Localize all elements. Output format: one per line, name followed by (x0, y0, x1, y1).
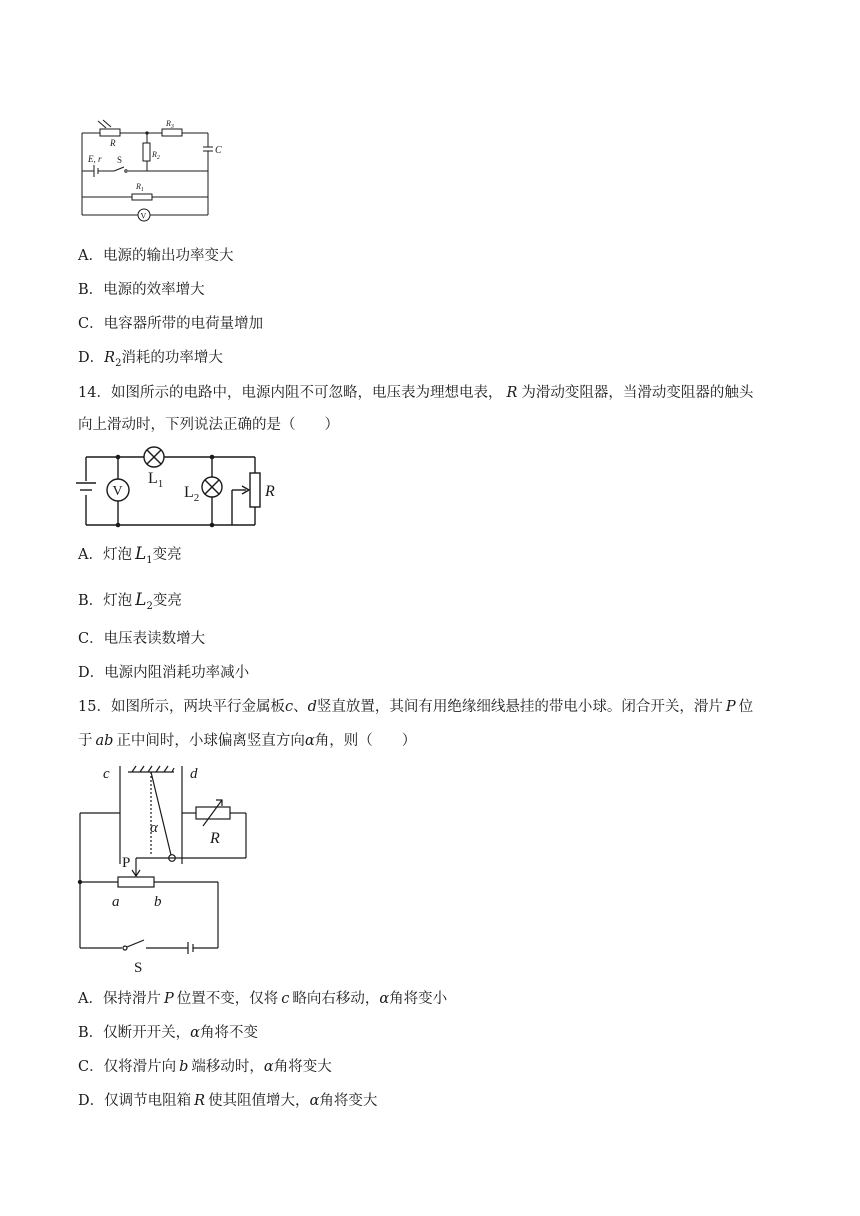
q13-label-V: V (140, 211, 147, 221)
q15-label-R: R (210, 830, 220, 847)
option-text: 电源内阻消耗功率减小 (104, 665, 250, 681)
option-text: 仅将滑片向 (103, 1059, 177, 1075)
option-var: α (309, 1093, 320, 1109)
option-text: 仅调节电阻箱 (104, 1093, 192, 1109)
option-sub: 2 (115, 357, 122, 369)
option-text: 消耗的功率增大 (121, 350, 223, 366)
svg-text:R1 (135, 182, 144, 193)
option-text: 变亮 (152, 547, 182, 563)
stem-text: 14．如图所示的电路中，电源内阻不可忽略，电压表为理想电表， (78, 385, 503, 401)
option-var: L (135, 590, 147, 610)
q13-label-C: C (215, 145, 222, 156)
option-text: 保持滑片 (102, 991, 161, 1007)
q14-option-a (78, 544, 182, 571)
option-text: 灯泡 (103, 593, 133, 609)
stem-var: d (307, 699, 317, 715)
q13-label-R1: R (136, 182, 141, 191)
q15-option-a (78, 989, 447, 1009)
q13-label-R3-sub: 3 (170, 124, 174, 130)
q14-label-V: V (112, 484, 123, 499)
stem-text: 于 (78, 733, 93, 749)
q15-label-P: P (122, 855, 131, 871)
stem-text: 竖直放置，其间有用绝缘细线悬挂的带电小球。闭合开关，滑片 (316, 699, 723, 715)
stem-text: 角，则（ ） (314, 733, 417, 749)
option-letter: B． (78, 593, 104, 609)
q14-stem-line1 (78, 383, 753, 403)
option-var: c (281, 991, 290, 1007)
q13-option-c (78, 314, 263, 334)
q13-label-R2-sub: 2 (156, 155, 160, 161)
option-text: 变亮 (152, 593, 182, 609)
option-text: 位置不变，仅将 (176, 991, 279, 1007)
option-sub: 1 (146, 554, 153, 566)
option-text: 角将变大 (273, 1059, 332, 1075)
option-letter: C． (78, 316, 104, 332)
q13-label-R3: R (166, 119, 171, 128)
q15-stem-line2 (78, 731, 416, 751)
option-letter: C． (78, 631, 104, 647)
q14-option-c (78, 629, 205, 649)
q15-label-b: b (154, 894, 162, 910)
q13-label-S: S (117, 155, 123, 165)
option-text: 仅断开开关， (103, 1025, 191, 1041)
option-letter: D． (78, 665, 105, 681)
q13-circuit-diagram (70, 115, 230, 225)
option-letter: B． (78, 282, 104, 298)
q13-label-Er: E, r (88, 154, 102, 164)
option-text: 端移动时， (191, 1059, 264, 1075)
option-var: α (263, 1059, 274, 1075)
option-var: R (104, 350, 116, 366)
svg-text:L1 (148, 470, 163, 490)
option-text: 电源的输出功率变大 (102, 248, 234, 264)
q13-option-d (78, 348, 223, 374)
option-text: 略向右移动， (292, 991, 380, 1007)
q14-option-b (78, 590, 182, 617)
q15-label-d: d (190, 766, 198, 782)
option-text: 使其阻值增大， (208, 1093, 310, 1109)
option-text: 电源的效率增大 (103, 282, 205, 298)
svg-text:R3 (165, 119, 174, 130)
option-letter: B． (78, 1025, 104, 1041)
q13-label-R: R (110, 138, 116, 148)
svg-text:L2 (184, 484, 199, 504)
option-letter: D． (78, 350, 105, 366)
stem-var: α (304, 733, 315, 749)
stem-var: P (725, 699, 736, 715)
option-text: 电容器所带的电荷量增加 (103, 316, 264, 332)
q14-label-R: R (265, 483, 275, 500)
option-text: 电压表读数增大 (103, 631, 206, 647)
q15-option-c (78, 1057, 332, 1077)
q15-label-alpha: α (150, 820, 158, 836)
option-var: α (190, 1025, 200, 1041)
option-var: P (163, 991, 174, 1007)
option-letter: A． (78, 991, 103, 1007)
option-text: 角将变小 (389, 991, 448, 1007)
stem-var: ab (95, 733, 114, 749)
stem-text: 、 (293, 699, 308, 715)
q15-label-S: S (134, 960, 143, 976)
q14-label-L2-sub: 2 (193, 492, 200, 504)
q15-option-b (78, 1023, 258, 1043)
stem-var: R (506, 385, 518, 401)
q14-circuit-diagram (70, 445, 290, 535)
option-text: 角将不变 (199, 1025, 258, 1041)
option-letter: D． (78, 1093, 105, 1109)
q14-stem-line2: 向上滑动时，下列说法正确的是（ ） (78, 417, 339, 433)
stem-var: c (284, 699, 294, 715)
stem-text: 位 (738, 699, 754, 715)
option-letter: A． (78, 547, 103, 563)
q15-option-d (78, 1091, 377, 1111)
stem-text: 为滑动变阻器，当滑动变阻器的触头 (521, 385, 754, 401)
option-letter: C． (78, 1059, 104, 1075)
q14-label-L1-sub: 1 (157, 478, 164, 490)
q13-label-R1-sub: 1 (140, 187, 144, 193)
option-letter: A． (78, 248, 103, 264)
q14-label-L2: L (184, 484, 194, 501)
option-var: R (194, 1093, 206, 1109)
q14-option-d (78, 663, 249, 683)
stem-text: 正中间时，小球偏离竖直方向 (116, 733, 305, 749)
q13-option-a (78, 246, 233, 266)
stem-text: 15．如图所示，两块平行金属板 (78, 699, 285, 715)
q15-label-c: c (103, 766, 110, 782)
svg-text:R2 (151, 150, 160, 161)
q14-label-L1: L (148, 470, 158, 487)
option-text: 角将变大 (319, 1093, 378, 1109)
option-var: b (179, 1059, 189, 1075)
option-var: α (379, 991, 390, 1007)
q13-label-R2: R (152, 150, 157, 159)
q15-circuit-diagram (70, 760, 260, 980)
q15-stem-line1 (78, 697, 753, 717)
option-sub: 2 (146, 600, 153, 612)
option-text: 灯泡 (102, 547, 132, 563)
option-var: L (134, 544, 147, 564)
q13-option-b (78, 280, 205, 300)
q15-label-a: a (112, 894, 120, 910)
